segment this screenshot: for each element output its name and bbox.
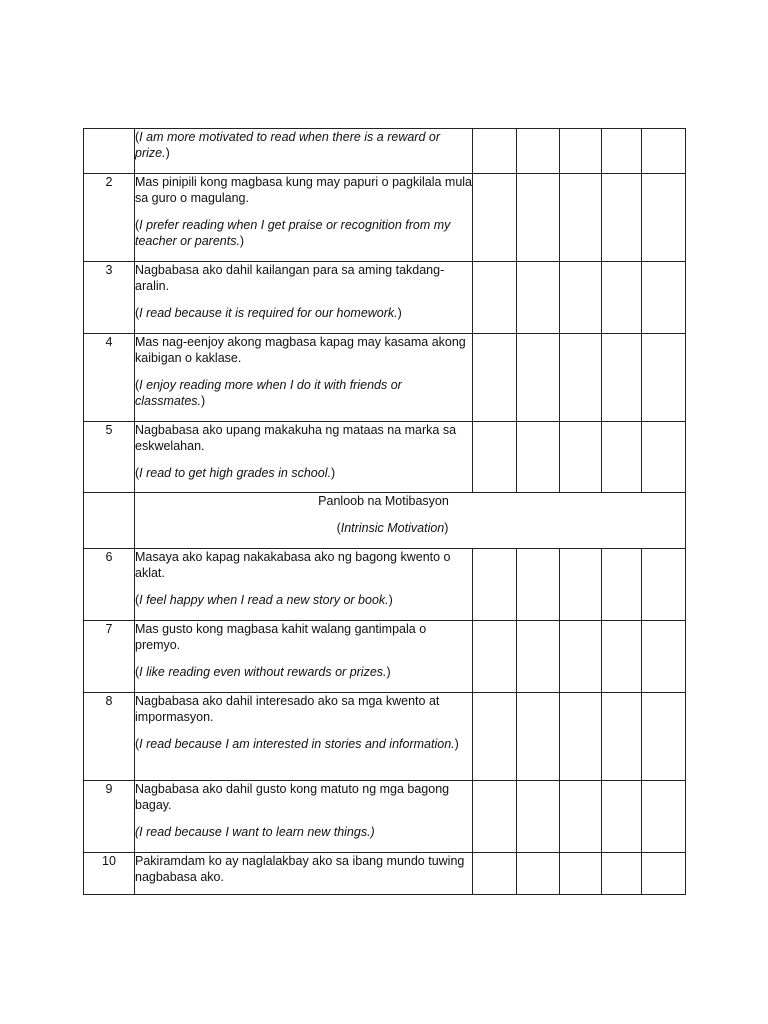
rating-cell[interactable] (602, 334, 642, 422)
motivation-survey-table (83, 128, 686, 895)
rating-cell[interactable] (602, 129, 642, 174)
rating-cell[interactable] (560, 549, 602, 621)
item-number: 4 (84, 334, 135, 422)
rating-cell[interactable] (517, 693, 560, 781)
table-row (84, 549, 686, 621)
rating-cell[interactable] (517, 262, 560, 334)
statement-cell (135, 549, 473, 621)
rating-cell[interactable] (560, 422, 602, 493)
item-number: 7 (84, 621, 135, 693)
statement-cell (135, 621, 473, 693)
rating-cell[interactable] (473, 422, 517, 493)
rating-cell[interactable] (602, 174, 642, 262)
table-row (84, 129, 686, 174)
statement-english: (I enjoy reading more when I do it with friends or classmates.) (135, 378, 402, 408)
table-row (84, 422, 686, 493)
item-number: 2 (84, 174, 135, 262)
statement-tagalog: Mas nag-eenjoy akong magbasa kapag may kasama akong kaibigan o kaklase. (135, 335, 466, 365)
rating-cell[interactable] (602, 781, 642, 853)
statement-english: (I read to get high grades in school.) (135, 466, 336, 480)
statement-english: (I like reading even without rewards or prizes.) (135, 665, 391, 679)
table-row (84, 262, 686, 334)
table-row (84, 334, 686, 422)
rating-cell[interactable] (642, 174, 686, 262)
item-number: 10 (84, 853, 135, 895)
statement-cell (135, 781, 473, 853)
item-number: 8 (84, 693, 135, 781)
rating-cell[interactable] (602, 262, 642, 334)
rating-cell[interactable] (473, 621, 517, 693)
rating-cell[interactable] (560, 621, 602, 693)
statement-tagalog: Masaya ako kapag nakakabasa ako ng bagong kwento o aklat. (135, 550, 451, 580)
statement-english: (I read because it is required for our homework.) (135, 306, 402, 320)
rating-cell[interactable] (602, 549, 642, 621)
rating-cell[interactable] (560, 262, 602, 334)
statement-cell (135, 853, 473, 895)
statement-cell (135, 334, 473, 422)
rating-cell[interactable] (642, 549, 686, 621)
rating-cell[interactable] (517, 422, 560, 493)
rating-cell[interactable] (560, 781, 602, 853)
rating-cell[interactable] (642, 853, 686, 895)
rating-cell[interactable] (642, 781, 686, 853)
rating-cell[interactable] (560, 334, 602, 422)
section-title-tagalog: Panloob na Motibasyon (318, 494, 449, 508)
table-row (84, 174, 686, 262)
rating-cell[interactable] (602, 853, 642, 895)
statement-english: (I read because I want to learn new things.) (135, 825, 375, 839)
section-title-english: (Intrinsic Motivation) (336, 521, 449, 535)
statement-english: (I feel happy when I read a new story or book.) (135, 593, 393, 607)
rating-cell[interactable] (642, 334, 686, 422)
item-number: 6 (84, 549, 135, 621)
statement-cell (135, 422, 473, 493)
statement-cell (135, 262, 473, 334)
rating-cell[interactable] (517, 334, 560, 422)
table-row (84, 781, 686, 853)
rating-cell[interactable] (517, 174, 560, 262)
rating-cell[interactable] (517, 621, 560, 693)
rating-cell[interactable] (642, 129, 686, 174)
statement-tagalog: Nagbabasa ako dahil interesado ako sa mga kwento at impormasyon. (135, 694, 440, 724)
table-row (84, 853, 686, 895)
rating-cell[interactable] (473, 334, 517, 422)
rating-cell[interactable] (642, 693, 686, 781)
statement-tagalog: Mas pinipili kong magbasa kung may papuri o pagkilala mula sa guro o magulang. (135, 175, 472, 205)
rating-cell[interactable] (560, 174, 602, 262)
table-row (84, 693, 686, 781)
item-number-cell (84, 129, 135, 174)
table-row (84, 621, 686, 693)
rating-cell[interactable] (473, 174, 517, 262)
statement-tagalog: Nagbabasa ako dahil kailangan para sa aming takdang-aralin. (135, 263, 445, 293)
rating-cell[interactable] (560, 129, 602, 174)
statement-english: (I am more motivated to read when there is a reward or prize.) (135, 130, 441, 160)
rating-cell[interactable] (642, 422, 686, 493)
rating-cell[interactable] (517, 853, 560, 895)
rating-cell[interactable] (473, 129, 517, 174)
statement-cell (135, 129, 473, 174)
statement-tagalog: Nagbabasa ako upang makakuha ng mataas na marka sa eskwelahan. (135, 423, 457, 453)
rating-cell[interactable] (602, 422, 642, 493)
rating-cell[interactable] (517, 549, 560, 621)
rating-cell[interactable] (560, 853, 602, 895)
item-number: 5 (84, 422, 135, 493)
section-header-row (84, 493, 686, 549)
rating-cell[interactable] (602, 621, 642, 693)
statement-tagalog: Nagbabasa ako dahil gusto kong matuto ng mga bagong bagay. (135, 782, 450, 812)
section-header-cell (135, 493, 686, 549)
rating-cell[interactable] (517, 129, 560, 174)
statement-cell (135, 693, 473, 781)
item-number: 3 (84, 262, 135, 334)
statement-cell (135, 174, 473, 262)
rating-cell[interactable] (560, 693, 602, 781)
rating-cell[interactable] (473, 693, 517, 781)
rating-cell[interactable] (517, 781, 560, 853)
statement-tagalog: Mas gusto kong magbasa kahit walang gantimpala o premyo. (135, 622, 427, 652)
statement-english: (I read because I am interested in stories and information.) (135, 737, 459, 751)
rating-cell[interactable] (642, 621, 686, 693)
statement-english: (I prefer reading when I get praise or recognition from my teacher or parents.) (135, 218, 451, 248)
rating-cell[interactable] (473, 549, 517, 621)
statement-tagalog: Pakiramdam ko ay naglalakbay ako sa ibang mundo tuwing nagbabasa ako. (135, 854, 465, 884)
rating-cell[interactable] (473, 853, 517, 895)
rating-cell[interactable] (642, 262, 686, 334)
rating-cell[interactable] (473, 781, 517, 853)
rating-cell[interactable] (602, 693, 642, 781)
item-number: 9 (84, 781, 135, 853)
rating-cell[interactable] (473, 262, 517, 334)
